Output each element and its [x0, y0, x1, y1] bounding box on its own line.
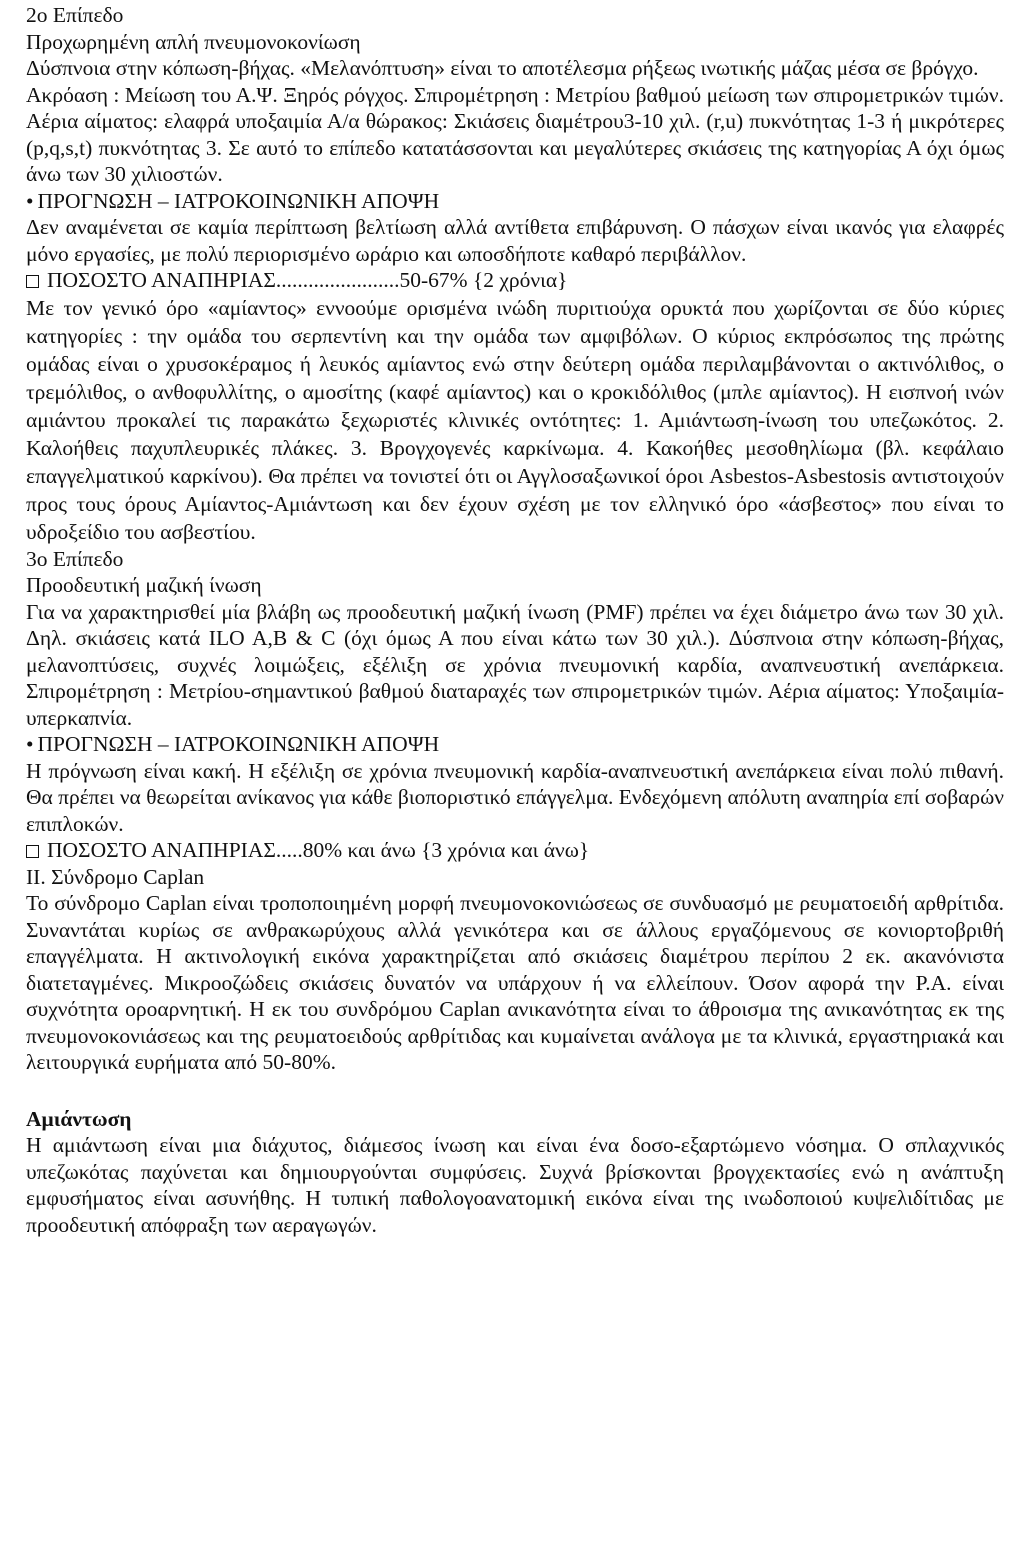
level2-disability-text: ΠΟΣΟΣΤΟ ΑΝΑΠΗΡΙΑΣ.......................50-67% {2 χρόνια} [47, 268, 568, 292]
level2-symptoms: Δύσπνοια στην κόπωση-βήχας. «Μελανόπτυση» είναι το αποτέλεσμα ρήξεως ινωτικής μάζας μέσα σε βρόγχο. [26, 56, 979, 80]
asbestosis-title: Αμιάντωση [26, 1106, 132, 1131]
level3-title: 3ο Επίπεδο [26, 546, 124, 571]
level3-prognosis-heading-text: ΠΡΟΓΝΩΣΗ – ΙΑΤΡΟΚΟΙΝΩΝΙΚΗ ΑΠΟΨΗ [37, 732, 440, 756]
caplan-title: ΙΙ. Σύνδρομο Caplan [26, 864, 205, 889]
level3-description: Για να χαρακτηρισθεί μία βλάβη ως προοδευτική μαζική ίνωση (PMF) πρέπει να έχει διάμετρο άνω των 30 χιλ. Δηλ. σκιάσεις κατά ILO A,B & C (όχι όμως Α που είναι κάτω των 30 χιλ.). Δύσπνοια στην κόπωση-βήχας, μελανοπτύσεις, συχνές λοιμώξεις, εξέλιξη σε χρόνια πνευμονική καρδία, αναπνευστική ανεπάρκεια. Σπιρομέτρηση : Μετρίου-σημαντικού βαθμού διαταραχές των σπιρομετρικών τιμών. Αέρια αίματος: Υποξαιμία-υπερκαπνία. [26, 599, 1004, 730]
level2-prognosis-heading [26, 188, 1004, 215]
level3-prognosis-heading [26, 731, 1004, 758]
level2-subtitle: Προχωρημένη απλή πνευμονοκονίωση [26, 29, 361, 54]
level3-prognosis-text: Η πρόγνωση είναι κακή. Η εξέλιξη σε χρόνια πνευμονική καρδία-αναπνευστική ανεπάρκεια είναι πολύ πιθανή. Θα πρέπει να θεωρείται ανίκανος για κάθε βιοποριστικό επάγγελμα. Ενδεχόμενη απόλυτη αναπηρία επί σοβαρών επιπλοκών. [26, 758, 1004, 836]
section-caplan [26, 864, 1004, 1076]
level2-title: 2ο Επίπεδο [26, 3, 124, 27]
checkbox-icon [26, 275, 39, 288]
bullet-icon: • [26, 732, 34, 756]
spacer [26, 1076, 1004, 1102]
asbestos-definition: Με τον γενικό όρο «αμίαντος» εννοούμε ορισμένα ινώδη πυριτιούχα ορυκτά που χωρίζονται σε δύο κύριες κατηγορίες : την ομάδα του σερπεντίνη και την ομάδα των αμφιβόλων. Ο κύριος εκπρόσωπος της πρώτης ομάδας είναι ο χρυσοκέραμος ή λευκός αμίαντος ενώ στην δεύτερη ομάδα περιλαμβάνονται ο ακτινόλιθος, ο τρεμόλιθος, ο ανθοφυλλίτης, ο αμοσίτης (καφέ αμίαντος) και ο κροκιδόλιθος (μπλε αμίαντος). Η εισπνοή ινών αμιάντου προκαλεί τις παρακάτω ξεχωριστές κλινικές οντότητες: 1. Αμιάντωση-ίνωση του υπεζωκότος. 2. Καλοήθεις παχυπλευρικές πλάκες. 3. Βρογχογενές καρκίνωμα. 4. Κακοήθες μεσοθηλίωμα (βλ. κεφάλαιο επαγγελματικού καρκίνου). Θα πρέπει να τονιστεί ότι οι Αγγλοσαξωνικοί όροι Asbestos-Asbestosis αντιστοιχούν προς τους όρους Αμίαντος-Αμιάντωση και δεν έχουν σχέση με τον ελληνικό όρο «άσβεστος» που είναι το υδροξείδιο του ασβεστίου. [26, 295, 1004, 544]
asbestosis-text: Η αμιάντωση είναι μια διάχυτος, διάμεσος ίνωση και είναι ένα δοσο-εξαρτώμενο νόσημα. Ο σπλαχνικός υπεζωκότας παχύνεται και δημιουργούνται συμφύσεις. Συχνά βρίσκονται βρογχεκτασίες ενώ η ανάπτυξη εμφυσήματος είναι ασυνήθης. Η τυπική παθολογοανατομική εικόνα είναι της ινωδοποιού κυψελιδίτιδας με προοδευτική απόφραξη των αεραγωγών. [26, 1133, 1004, 1237]
level3-disability-text: ΠΟΣΟΣΤΟ ΑΝΑΠΗΡΙΑΣ.....80% και άνω {3 χρόνια και άνω} [47, 838, 590, 862]
section-level-2 [26, 2, 1004, 546]
level2-disability [26, 267, 1004, 294]
level3-disability [26, 837, 1004, 864]
level2-prognosis-text: Δεν αναμένεται σε καμία περίπτωση βελτίωση αλλά αντίθετα επιβάρυνση. Ο πάσχων είναι ικανός για ελαφρές μόνο εργασίες, με πολύ περιορισμένο ωράριο και ωποσδήποτε καθαρό περιβάλλον. [26, 215, 1004, 266]
checkbox-icon [26, 845, 39, 858]
section-asbestosis [26, 1106, 1004, 1239]
level2-prognosis-heading-text: ΠΡΟΓΝΩΣΗ – ΙΑΤΡΟΚΟΙΝΩΝΙΚΗ ΑΠΟΨΗ [37, 188, 440, 213]
section-level-3 [26, 546, 1004, 864]
level3-subtitle: Προοδευτική μαζική ίνωση [26, 573, 262, 597]
level2-findings: Ακρόαση : Μείωση του Α.Ψ. Ξηρός ρόγχος. Σπιρομέτρηση : Μετρίου βαθμού μείωση των σπιρομετρικών τιμών. Αέρια αίματος: ελαφρά υποξαιμία Α/α θώρακος: Σκιάσεις διαμέτρου3-10 χιλ. (r,u) πυκνότητας 1-3 ή μικρότερες (p,q,s,t) πυκνότητας 3. Σε αυτό το επίπεδο κατατάσσονται και μεγαλύτερες σκιάσεις της κατηγορίας Α όχι όμως άνω των 30 χιλιοστών. [26, 82, 1004, 186]
bullet-icon: • [26, 188, 34, 213]
caplan-text: Το σύνδρομο Caplan είναι τροποποιημένη μορφή πνευμονοκονιώσεως σε συνδυασμό με ρευματοειδή αρθρίτιδα. Συναντάται κυρίως σε ανθρακωρύχους αλλά γενικότερα και σε άλλους εργαζόμενους σε κονιορτοβριθή επαγγέλματα. Η ακτινολογική εικόνα χαρακτηρίζεται από σκιάσεις διαμέτρου περίπου 2 εκ. ακανόνιστα διατεταγμένες. Μικροοζώδεις σκιάσεις δυνατόν να υπάρχουν ή να ελλείπουν. Όσον αφορά την Ρ.Α. είναι συχνότητα οροαρνητική. Η εκ του συνδρόμου Caplan ανικανότητα είναι το άθροισμα της ανικανότητας εκ της πνευμονοκονιάσεως και της ρευματοειδούς αρθρίτιδας και κυμαίνεται ανάλογα με τα κλινικά, εργαστηριακά και λειτουργικά ευρήματα από 50-80%. [26, 891, 1004, 1074]
